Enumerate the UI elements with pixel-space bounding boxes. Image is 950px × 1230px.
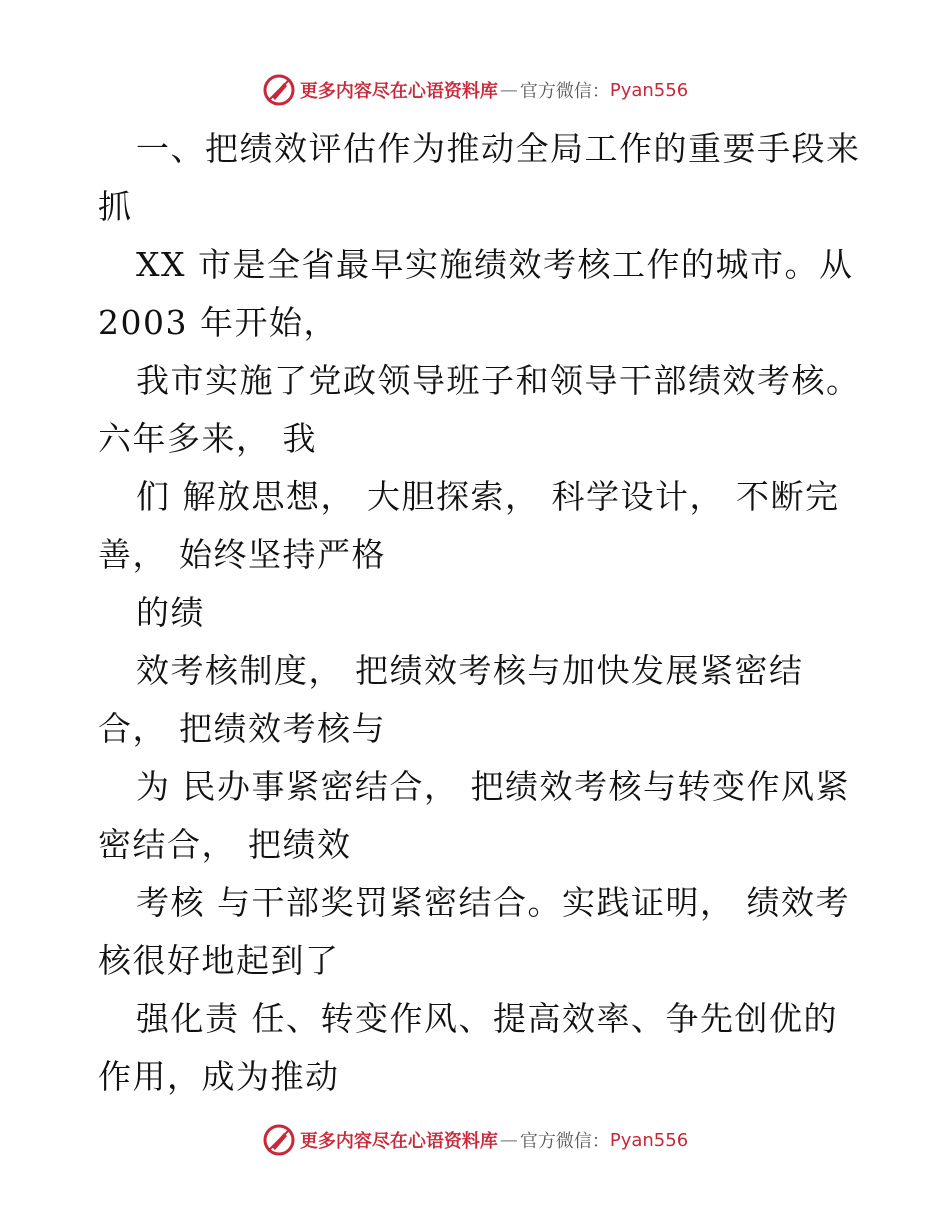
banner-wechat-label: 官方微信：	[519, 1131, 610, 1152]
paragraph-line: 善， 始终坚持严格	[98, 535, 386, 574]
document-body	[98, 120, 861, 1106]
paragraph-line: 合， 把绩效考核与	[98, 709, 386, 748]
paragraph-line: 六年多来， 我	[98, 419, 317, 458]
banner-separator: —	[499, 1129, 518, 1151]
paragraph-line: XX 市是全省最早实施绩效考核工作的城市。从	[136, 245, 854, 284]
paragraph-line: 为 民办事紧密结合， 把绩效考核与转变作风紧	[136, 767, 850, 806]
paragraph-line: 的绩	[136, 593, 205, 632]
banner-text: 更多内容尽在心语资料库	[299, 81, 498, 102]
paragraph	[98, 874, 858, 990]
paragraph	[98, 758, 858, 874]
paragraph	[98, 468, 858, 584]
banner-text: 更多内容尽在心语资料库	[299, 1131, 498, 1152]
paragraph-line: 2003 年开始，	[98, 303, 338, 342]
paragraph	[98, 990, 858, 1106]
banner-wechat-label: 官方微信：	[519, 81, 610, 102]
paragraph-line: 们 解放思想， 大胆探索， 科学设计， 不断完	[136, 477, 840, 516]
paragraph-line: 抓	[98, 187, 133, 226]
paragraph	[98, 120, 861, 236]
brand-logo-icon	[262, 1123, 296, 1157]
paragraph	[98, 584, 858, 642]
paragraph-line: 密结合， 把绩效	[98, 825, 352, 864]
banner-wechat-id: Pyan556	[609, 79, 689, 101]
header-banner	[0, 70, 950, 110]
footer-banner	[0, 1120, 950, 1160]
banner-separator: —	[499, 79, 518, 101]
paragraph-line: 作用，成为推动	[98, 1057, 340, 1096]
paragraph-line: 考核 与干部奖罚紧密结合。实践证明， 绩效考	[136, 883, 850, 922]
paragraph	[98, 352, 861, 468]
paragraph	[98, 236, 858, 352]
paragraph-line: 效考核制度， 把绩效考核与加快发展紧密结	[136, 651, 804, 690]
paragraph-line: 一、把绩效评估作为推动全局工作的重要手段来	[136, 129, 861, 168]
brand-logo-icon	[262, 73, 296, 107]
paragraph-line: 强化责 任、转变作风、提高效率、争先创优的	[136, 999, 838, 1038]
paragraph	[98, 642, 858, 758]
paragraph-line: 核很好地起到了	[98, 941, 340, 980]
paragraph-line: 我市实施了党政领导班子和领导干部绩效考核。	[136, 361, 861, 400]
banner-wechat-id: Pyan556	[609, 1129, 689, 1151]
